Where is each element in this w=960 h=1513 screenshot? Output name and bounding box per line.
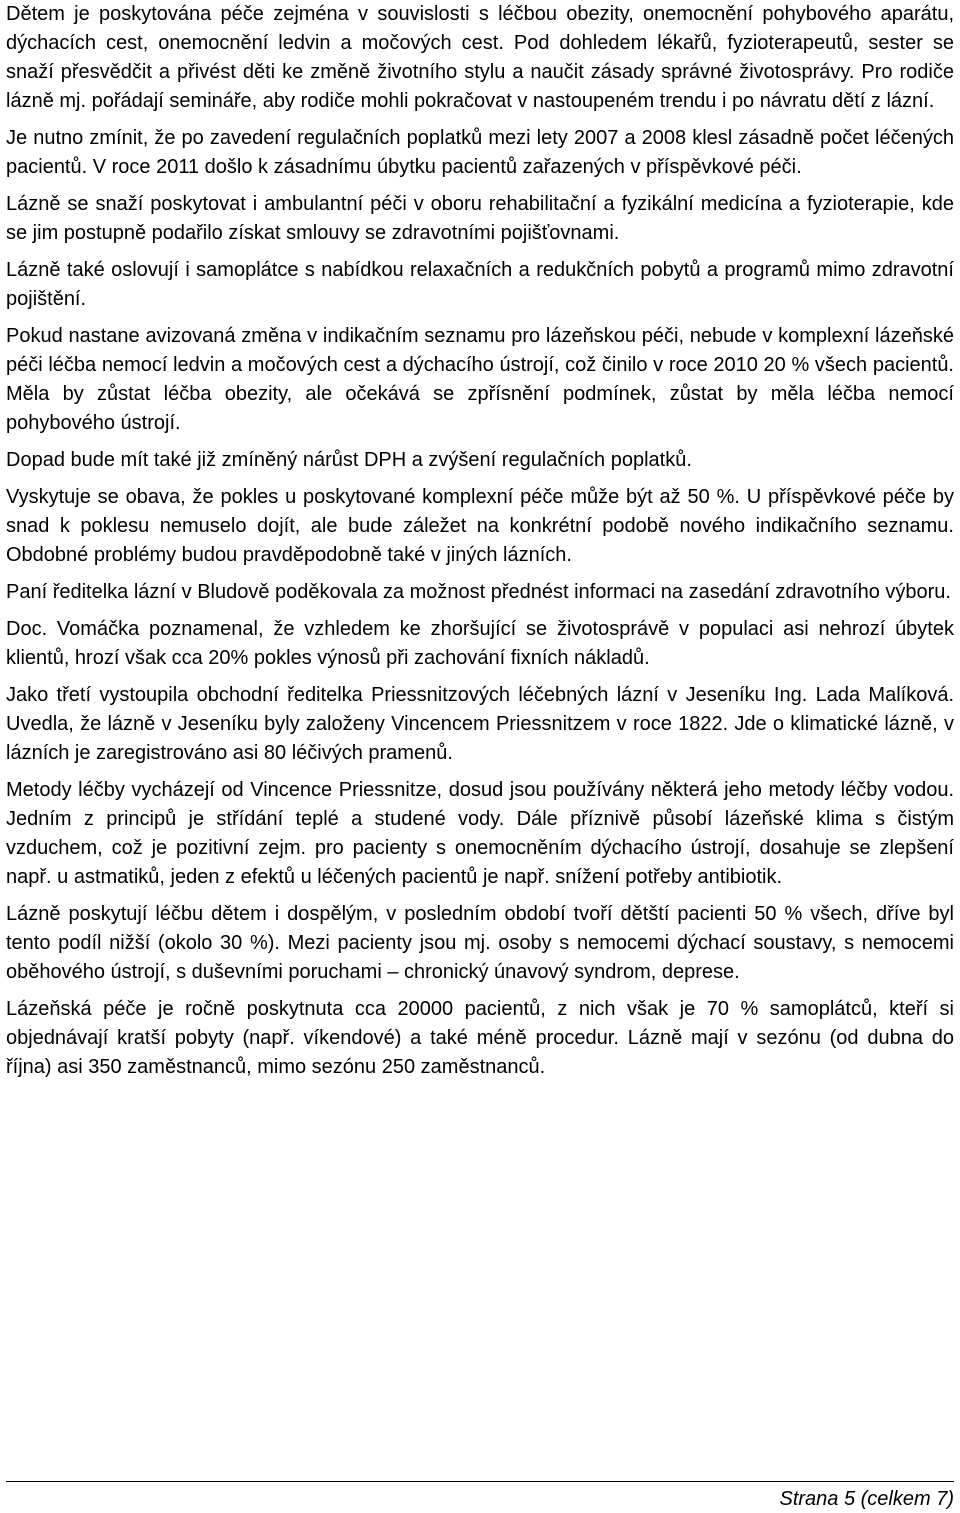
paragraph-children-care: Dětem je poskytována péče zejména v souvislosti s léčbou obezity, onemocnění pohybového aparátu, dýchacích cest, onemocnění ledvin a močových cest. Pod dohledem lékařů, fyzioterapeutů, sester se snaží přesvědčit a přivést děti ke změně životního stylu a naučit zásady správné životosprávy. Pro rodiče lázně mj. pořádají semináře, aby rodiče mohli pokračovat v nastoupeném trendu i po návratu dětí z lázní. — [6, 3, 954, 112]
paragraph-regulatory-fees: Je nutno zmínit, že po zavedení regulačních poplatků mezi lety 2007 a 2008 klesl zásadně počet léčených pacientů. V roce 2011 došlo k zásadnímu úbytku pacientů zařazených v příspěvkové péči. — [6, 127, 954, 178]
paragraph-ambulatory-care: Lázně se snaží poskytovat i ambulantní péči v oboru rehabilitační a fyzikální medicína a fyzioterapie, kde se jim postupně podařilo získat smlouvy se zdravotními pojišťovnami. — [6, 193, 954, 244]
paragraph-patient-groups: Lázně poskytují léčbu dětem i dospělým, v posledním období tvoří dětští pacienti 50 % všech, dříve byl tento podíl nižší (okolo 30 %). Mezi pacienty jsou mj. osoby s nemocemi dýchací soustavy, s nemocemi oběhového ústrojí, s duševními poruchami – chronický únavový syndrom, deprese. — [6, 903, 954, 983]
paragraph-bludov-thanks: Paní ředitelka lázní v Bludově poděkovala za možnost přednést informaci na zasedání zdravotního výboru. — [6, 581, 951, 603]
page-number: Strana 5 (celkem 7) — [779, 1488, 954, 1510]
paragraph-self-payers: Lázně také oslovují i samoplátce s nabídkou relaxačních a redukčních pobytů a programů mimo zdravotní pojištění. — [6, 259, 954, 310]
paragraph-decline-concern: Vyskytuje se obava, že pokles u poskytované komplexní péče může být až 50 %. U příspěvkové péče by snad k poklesu nemuselo dojít, ale bude záležet na konkrétní podobě nového indikačního seznamu. Obdobné problémy budou pravděpodobně také v jiných lázních. — [6, 486, 954, 566]
paragraph-vat-impact: Dopad bude mít také již zmíněný nárůst DPH a zvýšení regulačních poplatků. — [6, 449, 692, 471]
footer-divider — [6, 1481, 954, 1482]
paragraph-treatment-methods: Metody léčby vycházejí od Vincence Priessnitze, dosud jsou používány některá jeho metody léčby vodou. Jedním z principů je střídání teplé a studené vody. Dále příznivě působí lázeňské klima s čistým vzduchem, což je pozitivní zejm. pro pacienty s onemocněním dýchacího ústrojí, dosahuje se zlepšení např. u astmatiků, jeden z efektů u léčených pacientů je např. snížení potřeby antibiotik. — [6, 779, 954, 888]
document-body — [6, 0, 954, 1082]
paragraph-vomacka-remark: Doc. Vomáčka poznamenal, že vzhledem ke zhoršující se životosprávě v populaci asi nehrozí úbytek klientů, hrozí však cca 20% pokles výnosů při zachování fixních nákladů. — [6, 618, 954, 669]
paragraph-jesenik-intro: Jako třetí vystoupila obchodní ředitelka Priessnitzových léčebných lázní v Jeseníku Ing. Lada Malíková. Uvedla, že lázně v Jeseníku byly založeny Vincencem Priessnitzem v roce 1822. Jde o klimatické lázně, v lázních je zaregistrováno asi 80 léčivých pramenů. — [6, 684, 954, 764]
document-page — [6, 0, 954, 1513]
paragraph-annual-care: Lázeňská péče je ročně poskytnuta cca 20000 pacientů, z nich však je 70 % samoplátců, kteří si objednávají kratší pobyty (např. víkendové) a také méně procedur. Lázně mají v sezónu (od dubna do října) asi 350 zaměstnanců, mimo sezónu 250 zaměstnanců. — [6, 998, 954, 1078]
paragraph-indication-change: Pokud nastane avizovaná změna v indikačním seznamu pro lázeňskou péči, nebude v komplexní lázeňské péči léčba nemocí ledvin a močových cest a dýchacího ústrojí, což činilo v roce 2010 20 % všech pacientů. Měla by zůstat léčba obezity, ale očekává se zpřísnění podmínek, zůstat by měla léčba nemocí pohybového ústrojí. — [6, 325, 954, 434]
